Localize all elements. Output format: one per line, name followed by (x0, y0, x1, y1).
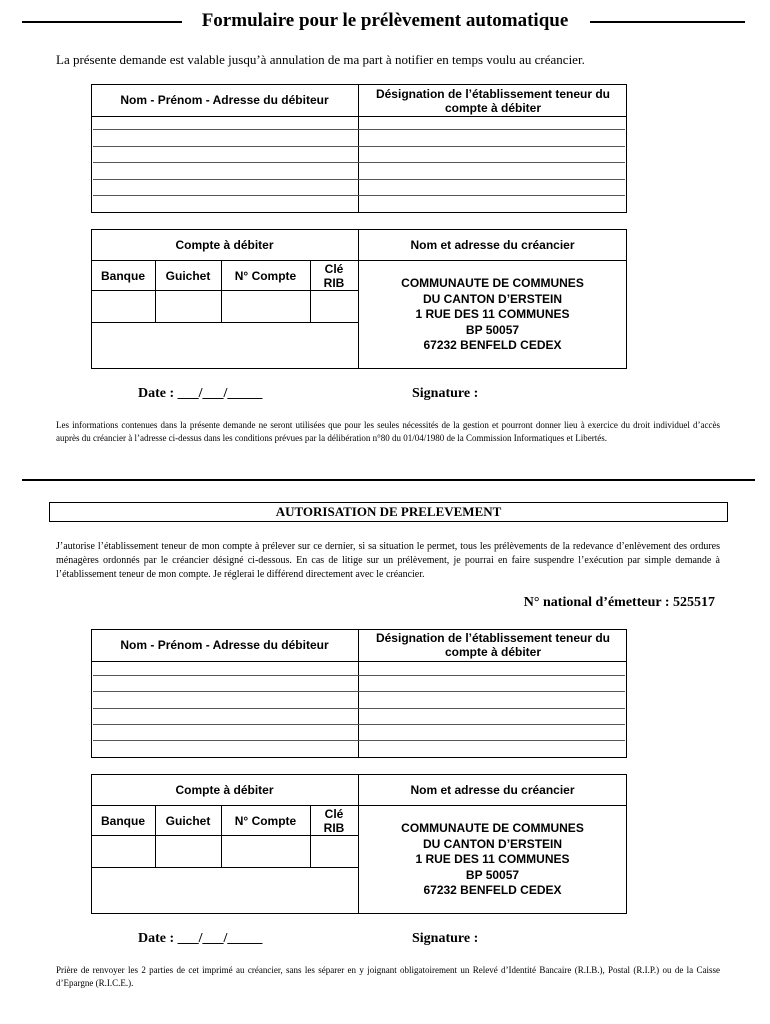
banque-field[interactable] (93, 837, 157, 867)
bank-column-header: Désignation de l’établissement teneur du compte à débiter (375, 631, 611, 659)
banque-label: Banque (100, 269, 145, 283)
compte-field[interactable] (223, 837, 312, 867)
authorization-title: AUTORISATION DE PRELEVEMENT (275, 504, 502, 519)
creditor-header: Nom et adresse du créancier (410, 783, 575, 797)
authorization-text: J’autorise l’établissement teneur de mon compte à prélever sur ce dernier, si sa situation le permet, tous les prélèvements de la redevance d’enlèvement des ordures ménagères ordonnés par le créancier désigné ci-dessous. En cas de litige sur un prélèvement, je pourrai en faire suspendre l’exécution par simple demande à l’établissement teneur de mon compte. Je réglerai le différend directement avec le créancier. (56, 541, 720, 580)
debtor-field[interactable] (93, 663, 359, 757)
guichet-field[interactable] (157, 292, 223, 322)
form-title: Formulaire pour le prélèvement automatique (0, 10, 770, 32)
cle-rib-field[interactable] (312, 292, 360, 322)
bank-column-header: Désignation de l’établissement teneur du compte à débiter (375, 87, 611, 115)
account-header: Compte à débiter (175, 238, 274, 252)
debtor-field[interactable] (93, 118, 359, 212)
guichet-label: Guichet (165, 814, 211, 828)
guichet-field[interactable] (157, 837, 223, 867)
signature-field[interactable]: Signature : (412, 386, 479, 401)
rib-label: RIB (323, 276, 345, 290)
debtor-column-header: Nom - Prénom - Adresse du débiteur (120, 638, 329, 652)
date-field[interactable]: Date : ___/___/_____ (138, 931, 263, 946)
section-divider (22, 479, 755, 481)
creditor-address: COMMUNAUTE DE COMMUNES DU CANTON D’ERSTEIN 1 RUE DES 11 COMMUNES BP 50057 67232 BENFELD CEDEX (401, 821, 584, 897)
banque-label: Banque (100, 814, 145, 828)
bank-name-field[interactable] (361, 118, 627, 212)
debtor-column-header: Nom - Prénom - Adresse du débiteur (120, 93, 329, 107)
date-field[interactable]: Date : ___/___/_____ (138, 386, 263, 401)
cle-label: Clé (324, 807, 344, 821)
intro-text: La présente demande est valable jusqu’à annulation de ma part à notifier en temps voulu au créancier. (56, 52, 585, 67)
bank-name-field[interactable] (361, 663, 627, 757)
footer-note: Prière de renvoyer les 2 parties de cet imprimé au créancier, sans les séparer en y joignant obligatoirement un Relevé d’Identité Bancaire (R.I.B.), Postal (R.I.P.) ou de la Caisse d’Epargne (R.I.C.E.). (56, 965, 720, 988)
account-header: Compte à débiter (175, 783, 274, 797)
creditor-address: COMMUNAUTE DE COMMUNES DU CANTON D’ERSTEIN 1 RUE DES 11 COMMUNES BP 50057 67232 BENFELD CEDEX (401, 276, 584, 352)
cle-label: Clé (324, 262, 344, 276)
compte-field[interactable] (223, 292, 312, 322)
cle-rib-field[interactable] (312, 837, 360, 867)
emitter-number: N° national d’émetteur : 525517 (523, 595, 715, 610)
guichet-label: Guichet (165, 269, 211, 283)
compte-label: N° Compte (234, 814, 297, 828)
signature-field[interactable]: Signature : (412, 931, 479, 946)
rib-label: RIB (323, 821, 345, 835)
creditor-header: Nom et adresse du créancier (410, 238, 575, 252)
compte-label: N° Compte (234, 269, 297, 283)
privacy-note: Les informations contenues dans la présente demande ne seront utilisées que pour les seules nécessités de la gestion et pourront donner lieu à exercice du droit individuel d’accès auprès du créancier à l’adresse ci-dessus dans les conditions prévues par la délibération n°80 du 01/04/1980 de la Commission Informatiques et Libertés. (56, 420, 720, 443)
banque-field[interactable] (93, 292, 157, 322)
